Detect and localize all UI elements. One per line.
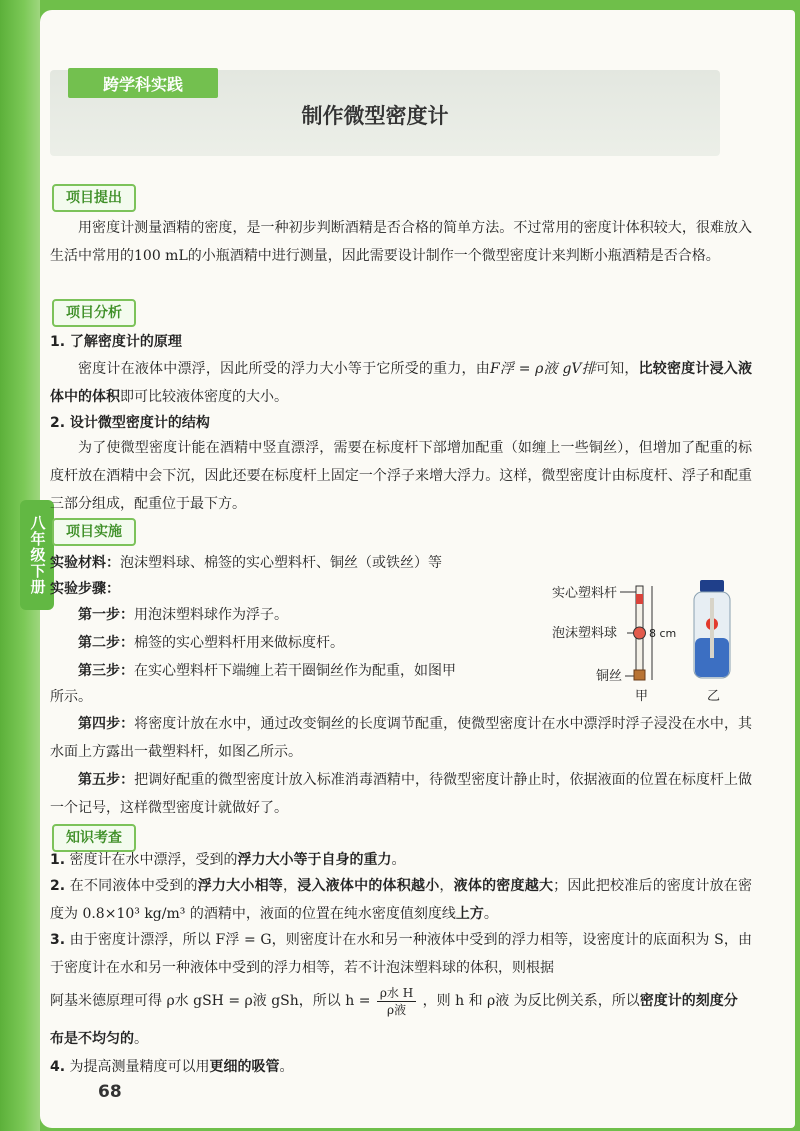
text-span: 密度计在液体中漂浮，因此所受的浮力大小等于它所受的重力，由 [78, 361, 490, 377]
step-label: 第三步： [78, 663, 134, 679]
knowledge-item-3 [50, 926, 752, 982]
text-span: 。 [279, 1059, 294, 1075]
step-2 [78, 630, 344, 656]
materials-text: 泡沫塑料球、棉签的实心塑料杆、铜丝（或铁丝）等 [120, 555, 442, 571]
text-span: 。 [134, 1031, 148, 1047]
text-span: 。 [483, 906, 498, 922]
fraction-numerator: ρ水 H [377, 985, 416, 1002]
text-span: 密度计在水中漂浮，受到的 [69, 852, 238, 868]
bold-text: 浸入液体中的体积越小 [297, 878, 440, 894]
knowledge-item-2 [50, 872, 752, 928]
grade-side-tab: 八年级下册 [20, 500, 54, 610]
text-span: 为提高测量精度可以用 [69, 1059, 210, 1075]
item-number: 2. [50, 878, 66, 894]
bold-text: 浮力大小相等 [197, 878, 284, 894]
bold-text: 比较密度计浸入液体中的体积 [50, 361, 753, 405]
knowledge-item-3-end [50, 1026, 148, 1052]
step-5 [50, 766, 752, 822]
label-length: 8 cm [649, 627, 677, 640]
step-4 [50, 710, 752, 766]
knowledge-item-1 [50, 846, 752, 874]
analysis-heading-2: 2. 设计微型密度计的结构 [50, 415, 210, 431]
bold-text: 布是不均匀的 [50, 1031, 134, 1047]
text-span: ；因此把校准后的密度计放在密度为 0.8×10³ kg/m³ 的酒精中，液面的位置在纯水密度值刻度线 [50, 878, 753, 922]
step-text: 棉签的实心塑料杆用来做标度杆。 [134, 635, 344, 651]
materials-label: 实验材料： [50, 555, 120, 571]
step-3 [78, 658, 456, 684]
text-span: 在不同液体中受到的 [69, 878, 198, 894]
text-span: ， [439, 878, 454, 894]
step-label: 第二步： [78, 635, 134, 651]
bold-text: 密度计的刻度分 [639, 993, 738, 1009]
caption-b: 乙 [707, 689, 721, 704]
steps-label [50, 576, 120, 602]
foam-ball [634, 627, 646, 639]
steps-label-text: 实验步骤： [50, 581, 120, 597]
knowledge-item-3-formula [50, 984, 738, 1018]
text-span: 。 [391, 852, 406, 868]
text-span: 可知， [595, 361, 639, 377]
step-label: 第五步： [78, 772, 135, 788]
header-tag: 跨学科实践 [68, 68, 218, 98]
item-number: 4. [50, 1059, 66, 1075]
label-ball: 泡沫塑料球 [552, 626, 618, 641]
bottle-rod [710, 598, 714, 658]
section-tag-knowledge: 知识考查 [52, 824, 136, 852]
bold-text: 上方 [455, 906, 484, 922]
hydrometer-figure [548, 578, 748, 710]
step-3-continued: 所示。 [50, 689, 92, 705]
text-span: ，则 h 和 ρ液 为反比例关系，所以 [422, 993, 640, 1009]
bold-text: 更细的吸管 [209, 1059, 280, 1075]
analysis-paragraph-1 [50, 355, 752, 411]
item-number: 3. [50, 932, 66, 948]
step-label: 第一步： [78, 607, 134, 623]
bold-text: 浮力大小等于自身的重力 [237, 852, 392, 868]
step-1 [78, 602, 288, 628]
buoyancy-formula: F浮 = ρ液 gV排 [489, 361, 596, 377]
page-title: 制作微型密度计 [301, 104, 449, 128]
bold-text: 液体的密度越大 [453, 878, 554, 894]
text-span: 阿基米德原理可得 ρ水 gSH = ρ液 gSh，所以 h = [50, 993, 375, 1009]
step-text: 把调好配重的微型密度计放入标准消毒酒精中，待微型密度计静止时，依据液面的位置在标度杆上做一个记号，这样微型密度计就做好了。 [50, 772, 752, 816]
text-span: 即可比较液体密度的大小。 [120, 389, 288, 405]
text-span: 由于密度计漂浮，所以 F浮 = G，则密度计在水和另一种液体中受到的浮力相等，设密度计的底面积为 S，由于密度计在水和另一种液体中受到的浮力相等，若不计泡沫塑料球的体积，则根据 [50, 932, 752, 976]
section-tag-analysis: 项目分析 [52, 299, 136, 327]
bottle-cap [700, 580, 724, 592]
fraction [377, 985, 416, 1018]
step-text: 在实心塑料杆下端缠上若干圈铜丝作为配重，如图甲 [134, 663, 456, 679]
analysis-paragraph-2: 为了使微型密度计能在酒精中竖直漂浮，需要在标度杆下部增加配重（如缠上一些铜丝），但增加了配重的标度杆放在酒精中会下沉，因此还要在标度杆上固定一个浮子来增大浮力。这样，微型密度计由标度杆、浮子和配重三部分组成，配重位于最下方。 [50, 440, 752, 512]
fraction-denominator: ρ液 [387, 1002, 407, 1017]
step-text: 将密度计放在水中，通过改变铜丝的长度调节配重，使微型密度计在水中漂浮时浮子浸没在水中，其水面上方露出一截塑料杆，如图乙所示。 [50, 716, 752, 760]
section-tag-implementation: 项目实施 [52, 518, 136, 546]
text-span: ， [283, 878, 298, 894]
caption-a: 甲 [635, 689, 649, 704]
label-wire: 铜丝 [596, 669, 623, 684]
knowledge-item-4 [50, 1054, 294, 1080]
step-label: 第四步： [78, 716, 135, 732]
intro-paragraph: 用密度计测量酒精的密度，是一种初步判断酒精是否合格的简单方法。不过常用的密度计体积较大，很难放入生活中常用的100 mL的小瓶酒精中进行测量，因此需要设计制作一个微型密度计来判断小瓶酒精是否合格。 [50, 220, 752, 264]
analysis-heading-1: 1. 了解密度计的原理 [50, 334, 182, 350]
label-rod: 实心塑料杆 [552, 586, 618, 601]
copper-wire [634, 670, 645, 680]
rod-mark [636, 594, 643, 604]
step-text: 用泡沫塑料球作为浮子。 [134, 607, 288, 623]
section-tag-proposal: 项目提出 [52, 184, 136, 212]
materials-line [50, 550, 442, 576]
item-number: 1. [50, 852, 66, 868]
page-number: 68 [98, 1082, 122, 1102]
